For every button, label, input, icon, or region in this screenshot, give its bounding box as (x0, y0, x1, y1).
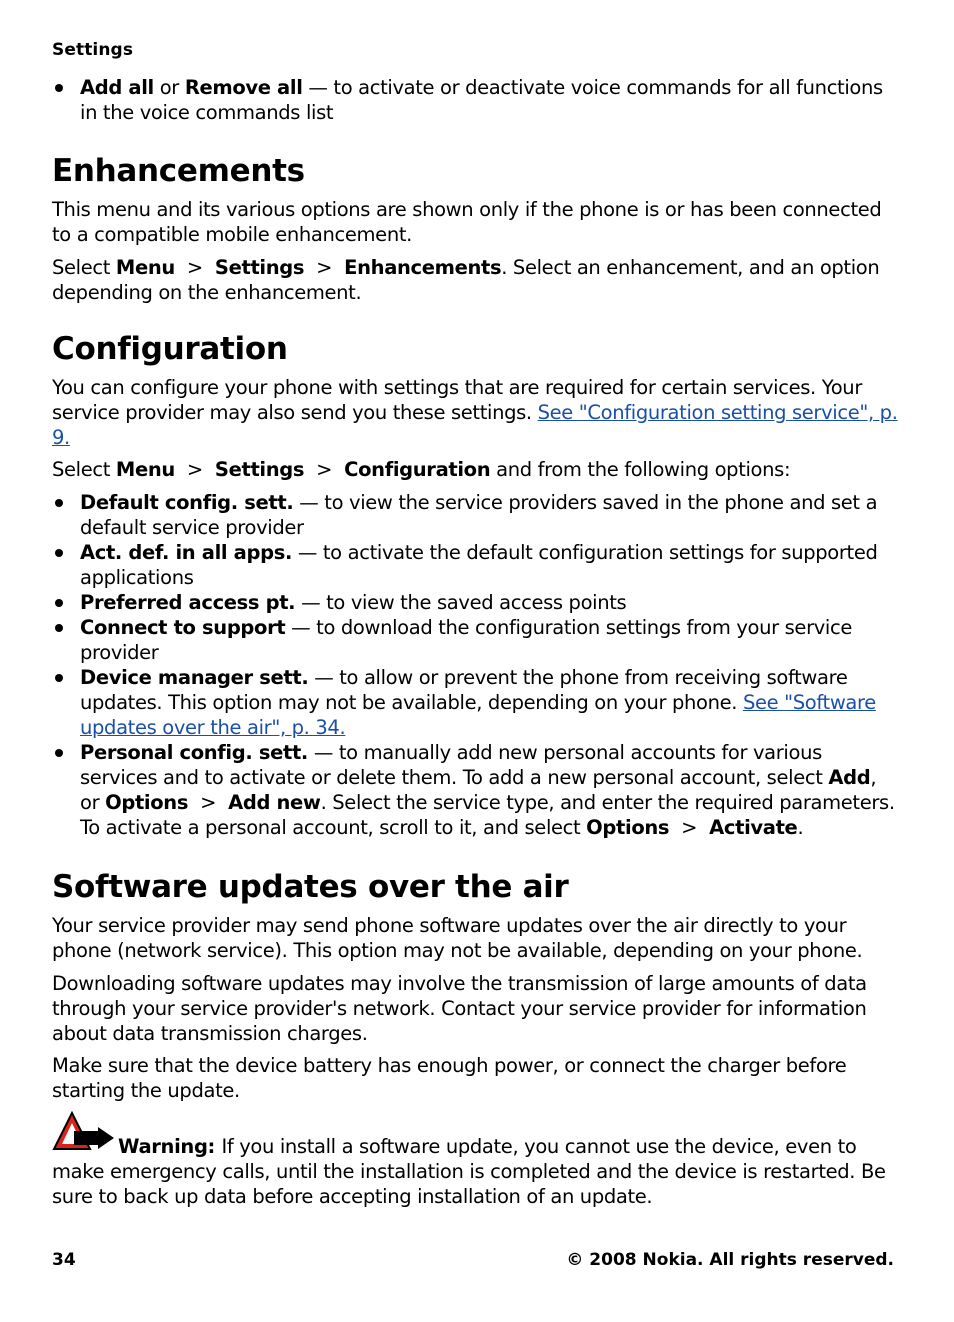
voice-commands-list (52, 75, 900, 125)
software-updates-heading: Software updates over the air (52, 869, 569, 905)
list-item: Connect to support — to download the configuration settings from your service provider (52, 615, 900, 665)
warning-label: Warning: (118, 1135, 222, 1158)
software-updates-link[interactable]: See "Software updates over the air", p. 34. (80, 691, 876, 739)
configuration-path-paragraph: Select Menu > Settings > Configuration and from the following options: (52, 458, 791, 481)
configuration-setting-link[interactable]: See "Configuration setting service", p. 9. (52, 401, 898, 449)
enhancements-path-paragraph: Select Menu > Settings > Enhancements. Select an enhancement, and an option depending on the enhancement. (52, 256, 880, 304)
software-paragraph-2: Downloading software updates may involve the transmission of large amounts of data through your service provider's network. Contact your service provider for information about data transmission charges. (52, 972, 867, 1045)
copyright: © 2008 Nokia. All rights reserved. (566, 1250, 894, 1270)
running-head: Settings (52, 40, 134, 60)
configuration-paragraph: You can configure your phone with settings that are required for certain services. Your service provider may also send you these settings. See "Configuration setting service", p. 9. (52, 376, 898, 449)
list-item: Add all or Remove all — to activate or deactivate voice commands for all functions in the voice commands list (52, 75, 900, 125)
list-item: Personal config. sett. — to manually add new personal accounts for various services and to activate or delete them. To add a new personal account, select Add, or Options > Add new. Select the service type, and enter the required parameters. To activate a personal account, scroll to it, and select Options > Activate. (52, 740, 900, 840)
list-item: Device manager sett. — to allow or prevent the phone from receiving software updates. This option may not be available, depending on your phone. See "Software updates over the air", p. 34. (52, 665, 900, 740)
list-item: Preferred access pt. — to view the saved access points (52, 590, 900, 615)
enhancements-paragraph: This menu and its various options are shown only if the phone is or has been connected to a compatible mobile enhancement. (52, 198, 882, 246)
enhancements-heading: Enhancements (52, 153, 305, 189)
page-footer (52, 1250, 894, 1270)
configuration-heading: Configuration (52, 331, 288, 367)
warning-paragraph: Warning: If you install a software update, you cannot use the device, even to make emergency calls, until the installation is completed and the device is restarted. Be sure to back up data before accepting installation of an update. (52, 1135, 886, 1208)
list-item: Act. def. in all apps. — to activate the default configuration settings for supported applications (52, 540, 900, 590)
software-paragraph-1: Your service provider may send phone software updates over the air directly to your phone (network service). This option may not be available, depending on your phone. (52, 914, 863, 962)
list-item: Default config. sett. — to view the service providers saved in the phone and set a default service provider (52, 490, 900, 540)
software-paragraph-3: Make sure that the device battery has enough power, or connect the charger before starting the update. (52, 1054, 847, 1102)
page-number: 34 (52, 1250, 76, 1270)
configuration-options-list (52, 490, 900, 840)
